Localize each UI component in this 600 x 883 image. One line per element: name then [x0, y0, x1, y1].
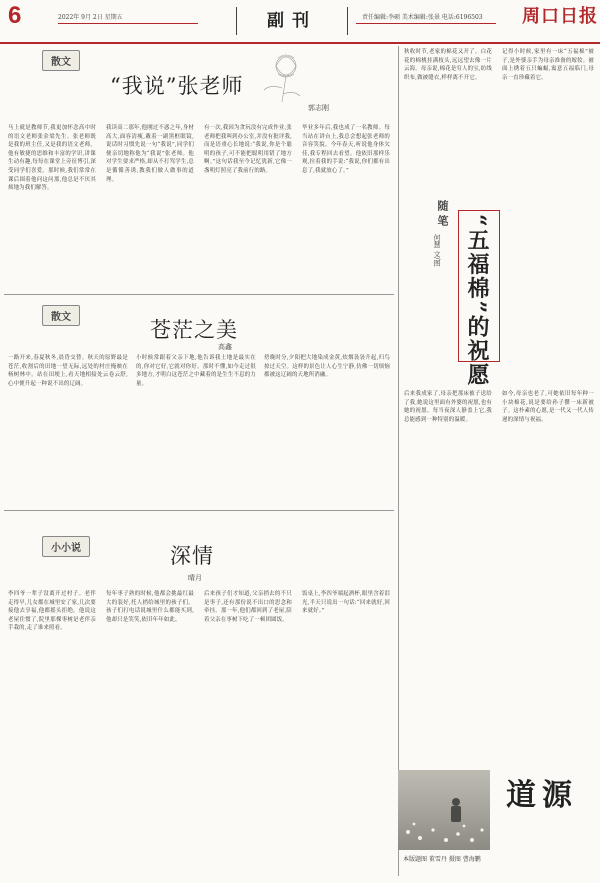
article2-col3: 傍晚时分,夕阳把大地染成金黄,炊烟袅袅升起,归鸟掠过天空。这样的景色让人心生宁静,仿佛一切烦恼都被这辽阔的天地所消融。	[264, 355, 390, 379]
date-line: 2022年 9月 2日 星期五	[58, 14, 123, 21]
article4-col1: 秋收时节,老家的棉花又开了。白花花的棉桃挂满枝头,远远望去像一片云海。母亲说,棉花是穷人的宝,纺线织布,做被缝衣,样样离不开它。	[404, 49, 492, 81]
header-rule-left	[58, 23, 198, 24]
page-number: 6	[8, 2, 22, 29]
article2-col1: 一路开来,春夏秋冬,晨昏交替。秋天的原野最是苍茫,收割后的田地一望无际,远处的村庄掩映在杨树林中。站在田埂上,看天地相接处云卷云舒,心中便升起一种说不出的辽阔。	[8, 355, 128, 387]
header-rule-right	[356, 23, 496, 24]
article4-col3: 后来我成家了,母亲把那床被子送给了我,她说这里面有外婆的祝愿,也有她的祝愿。每当夜深人静盖上它,我总能感到一种特别的温暖。	[404, 391, 492, 423]
article1-tag: 散文	[42, 50, 80, 71]
article3-title: 深情	[170, 544, 214, 568]
editors-line: 责任编辑:李硕 美术编辑:张景 电话:6196503	[362, 14, 483, 21]
article1-author: 郭志刚	[308, 104, 329, 112]
article3-col2: 每年枣子熟的时候,他都会挑最红最大的装好,托人捎给城里的孩子们。孩子们打电话说城里什么都能买到,他却只是笑笑,依旧年年如此。	[106, 591, 194, 623]
separator-1	[4, 294, 394, 295]
article3-col3: 后来孩子们才知道,父亲捎去的不只是枣子,还有那份说不出口的思念和牵挂。那一年,他们都回到了老屋,陪着父亲在枣树下吃了一顿团圆饭。	[204, 591, 292, 623]
article1-col2: 我读高二那年,他刚过不惑之年,身材高大,面容清瘦,戴着一副黑框眼镜,说话时习惯先说一句“我说”,同学们便亲切地称他为“我说”张老师。他对学生要求严格,却从不打骂学生,总是循循善诱,教我们做人做事的道理。	[106, 125, 194, 183]
article3-author: 晴月	[188, 574, 202, 582]
column-divider	[398, 46, 399, 876]
article2-col2: 小时候常跟着父亲下地,他告诉我土地是最实在的,你对它好,它就对你好。那时不懂,如今走过很多地方,才明白这苍茫之中藏着的是生生不息的力量。	[136, 355, 256, 387]
article2-tag: 散文	[42, 305, 80, 326]
article4-col2: 记得小时候,家里有一床“五福棉”被子,是外婆亲手为母亲准备的嫁妆。被面上绣着五只蝙蝠,寓意五福临门,母亲一直珍藏着它。	[502, 49, 594, 81]
separator-2	[4, 510, 394, 511]
article4-tag: 随笔	[436, 200, 449, 230]
article4-title: “五福棉”的祝愿	[464, 214, 490, 388]
article1-title: “我说”张老师	[110, 74, 244, 98]
daoyuan-calligraphy: 道源	[506, 778, 578, 813]
newspaper-logo: 周口日报	[522, 6, 598, 27]
page-header	[0, 0, 600, 40]
article4-col4: 如今,母亲也老了,可她依旧每年种一小块棉花,说是要给孙子攒一床新被子。这朴素的心愿,是一代又一代人传递的深情与祝福。	[502, 391, 594, 423]
photo-caption: 本版题图 董雪丹 摄图 曹海鹏	[403, 856, 481, 863]
article1-col4: 毕业多年后,我也成了一名教师。每当站在讲台上,我总会想起张老师的音容笑貌。今年春天,听说他身体欠佳,我专程回去看望。他依旧那样乐观,拉着我的手说:“我说,你们都有出息了,我就放心了。”	[302, 125, 390, 174]
article2-author: 高鑫	[218, 343, 232, 351]
section-title: 副刊	[236, 7, 348, 35]
article2-title: 苍茫之美	[150, 318, 238, 342]
cotton-field-photo	[398, 770, 490, 850]
article3-col1: 李四爷一辈子没离开过村子。老伴走得早,儿女都在城里安了家,几次要接他去享福,他都摇头拒绝。他说这老屋住惯了,院里那棵枣树是老伴亲手栽的,走了谁来照看。	[8, 591, 96, 632]
article1-col3: 有一次,我因为贪玩没有完成作业,张老师把我叫到办公室,并没有批评我,而是语重心长地说:“我说,你是个聪明的孩子,可不能把聪明用错了地方啊。”这句话我至今记忆犹新,它像一盏明灯照亮了我前行的路。	[204, 125, 292, 174]
article1-col1: 马上就是教师节,我更加怀念高中时的语文老师张金梁先生。张老师既是我的班主任,又是我的语文老师。他有敏捷的思维和丰富的学识,讲课生动有趣,每每在课堂上旁征博引,深受同学们喜爱。那时候,我们常常在课后围着他问这问那,他总是不厌其烦地为我们解答。	[8, 125, 96, 192]
article3-col4: 饭桌上,李四爷端起酒杯,眼里含着泪光,半天只说出一句话:“回来就好,回来就好。”	[302, 591, 390, 615]
article3-tag: 小小说	[42, 536, 90, 557]
article4-author: 何慧 文/图	[433, 234, 441, 267]
